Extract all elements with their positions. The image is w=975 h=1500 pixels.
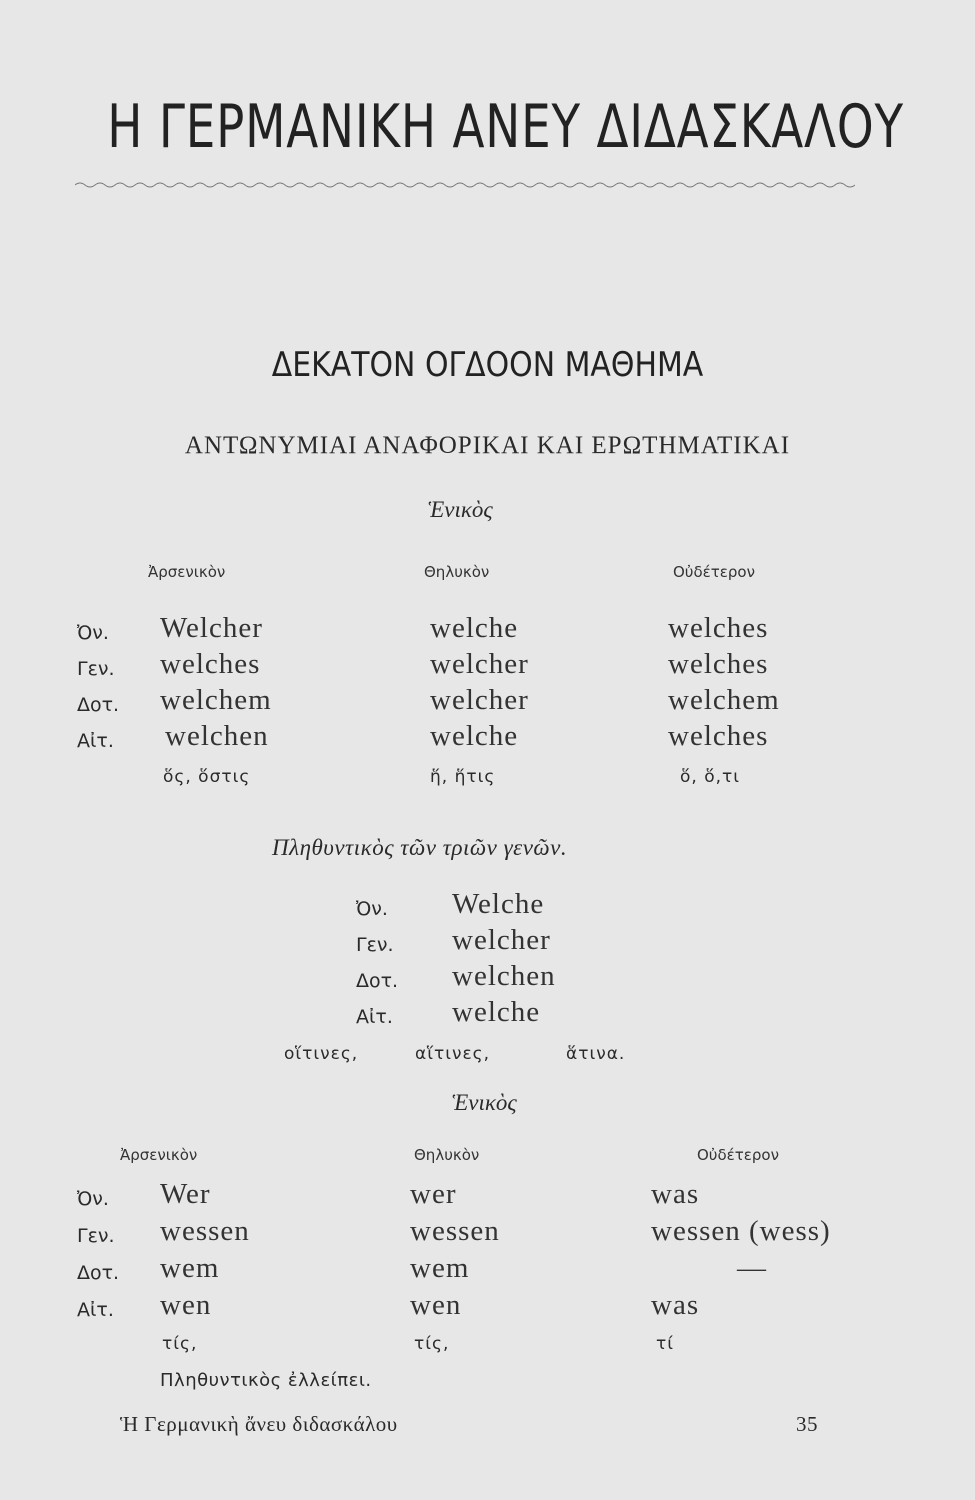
wavy-rule <box>75 180 855 190</box>
table-cell: wessen (wess) <box>651 1215 831 1247</box>
relative-col-neuter: Οὐδέτερον <box>673 563 755 581</box>
relative-plural-heading: Πληθυντικὸς τῶν τριῶν γενῶν. <box>272 835 568 860</box>
greek-equivalent: οἵτινες, <box>284 1044 359 1064</box>
lesson-subtitle: ΑΝΤΩΝΥΜΙΑΙ ΑΝΑΦΟΡΙΚΑΙ ΚΑΙ ΕΡΩΤΗΜΑΤΙΚΑΙ <box>184 432 791 459</box>
table-cell: wem <box>160 1252 220 1284</box>
relative-col-masculine: Ἀρσενικὸν <box>148 563 226 581</box>
interrogative-col-masculine: Ἀρσενικὸν <box>120 1146 198 1164</box>
case-label: Ὀν. <box>77 1188 109 1210</box>
greek-equivalent: ἅτινα. <box>566 1044 626 1064</box>
case-label: Γεν. <box>77 1225 115 1247</box>
table-cell: welche <box>452 996 541 1028</box>
table-cell: wen <box>160 1289 212 1321</box>
table-cell: welche <box>430 612 519 644</box>
plural-missing-note: Πληθυντικὸς ἐλλείπει. <box>160 1370 372 1391</box>
table-cell: was <box>651 1289 700 1321</box>
table-cell: welches <box>668 720 769 752</box>
greek-equivalent: τίς, <box>414 1334 450 1354</box>
table-cell: wer <box>410 1178 457 1210</box>
interrogative-singular-heading: Ἑνικὸς <box>452 1090 517 1115</box>
table-cell: Wer <box>160 1178 211 1210</box>
table-cell: welches <box>668 648 769 680</box>
greek-equivalent: ὅς, ὅστις <box>163 767 251 787</box>
greek-equivalent: τί <box>656 1334 674 1354</box>
case-label: Δοτ. <box>356 970 399 992</box>
case-label: Αἰτ. <box>77 1299 114 1321</box>
table-cell: welches <box>668 612 769 644</box>
case-label: Γεν. <box>77 658 115 680</box>
table-cell: wessen <box>410 1215 500 1247</box>
case-label: Ὀν. <box>356 898 388 920</box>
greek-equivalent: τίς, <box>162 1334 198 1354</box>
case-label: Γεν. <box>356 934 394 956</box>
running-title: Η ΓΕΡΜΑΝΙΚΗ ΑΝΕΥ ΔΙΔΑΣΚΑΛΟΥ <box>107 92 904 162</box>
case-label: Αἰτ. <box>77 730 114 752</box>
table-cell: welche <box>430 720 519 752</box>
table-cell: wem <box>410 1252 470 1284</box>
table-cell: welcher <box>430 684 529 716</box>
table-cell: welcher <box>430 648 529 680</box>
table-cell: Welche <box>452 888 545 920</box>
table-cell: was <box>651 1178 700 1210</box>
interrogative-col-feminine: Θηλυκὸν <box>414 1146 480 1164</box>
table-cell: welchen <box>165 720 269 752</box>
case-label: Αἰτ. <box>356 1006 393 1028</box>
case-label: Δοτ. <box>77 694 120 716</box>
greek-equivalent: ὅ, ὅ,τι <box>680 767 741 787</box>
case-label: Ὀν. <box>77 622 109 644</box>
footer-book-title: Ἡ Γερμανικὴ ἄνευ διδασκάλου <box>120 1412 398 1436</box>
interrogative-col-neuter: Οὐδέτερον <box>697 1146 779 1164</box>
lesson-title: ΔΕΚΑΤΟΝ ΟΓΔΟΟΝ ΜΑΘΗΜΑ <box>271 345 704 385</box>
table-cell: wen <box>410 1289 462 1321</box>
table-cell: welchem <box>160 684 272 716</box>
relative-col-feminine: Θηλυκὸν <box>424 563 490 581</box>
case-label: Δοτ. <box>77 1262 120 1284</box>
table-cell: welchen <box>452 960 556 992</box>
table-cell: welches <box>160 648 261 680</box>
greek-equivalent: αἵτινες, <box>415 1044 491 1064</box>
relative-singular-heading: Ἑνικὸς <box>428 497 493 522</box>
table-cell: Welcher <box>160 612 263 644</box>
page-number: 35 <box>796 1412 818 1436</box>
table-cell: welchem <box>668 684 780 716</box>
greek-equivalent: ἥ, ἥτις <box>430 767 496 787</box>
table-cell: welcher <box>452 924 551 956</box>
table-cell: — <box>737 1252 767 1284</box>
table-cell: wessen <box>160 1215 250 1247</box>
